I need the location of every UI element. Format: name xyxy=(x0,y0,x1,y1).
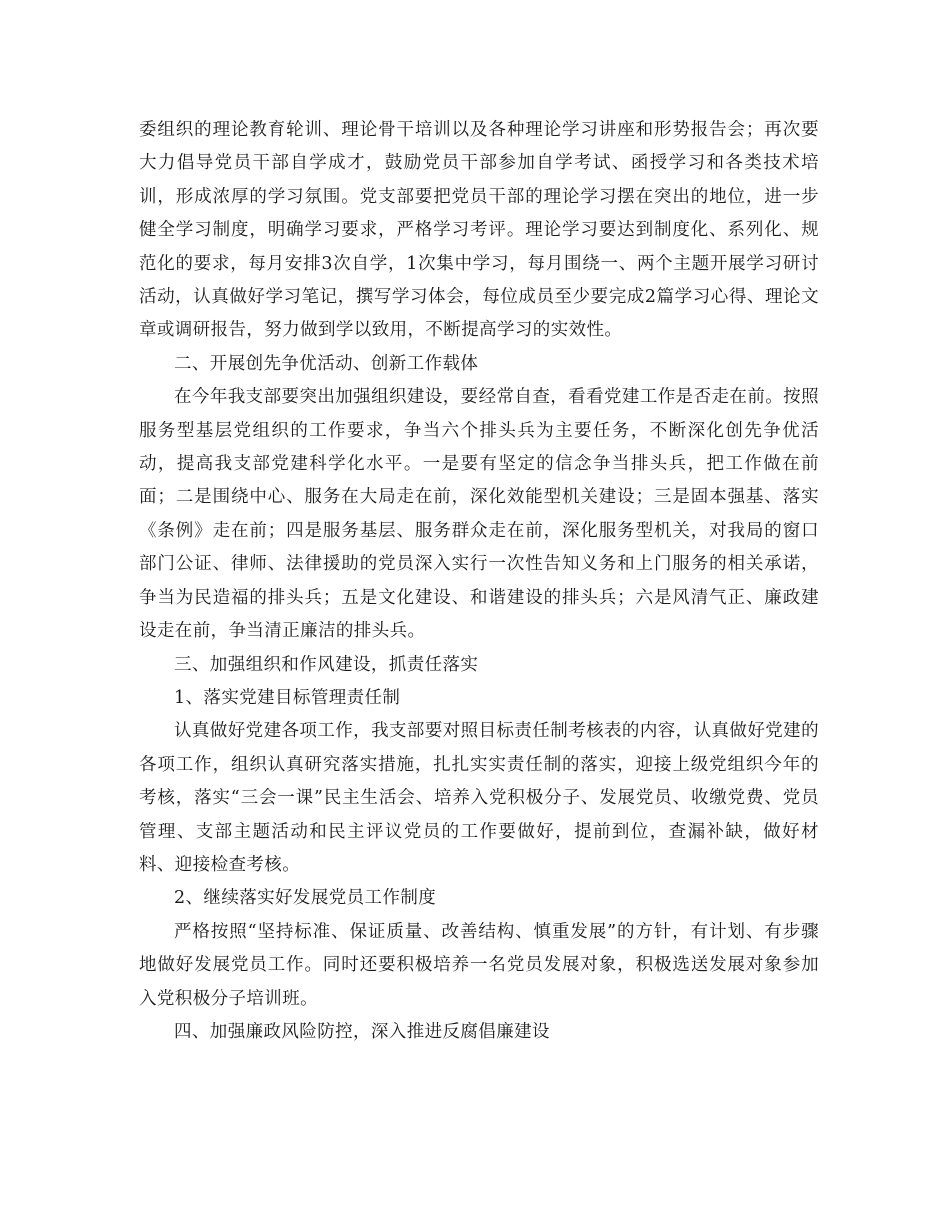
paragraph-excellence-activity: 在今年我支部要突出加强组织建设，要经常自查，看看党建工作是否走在前。按照服务型基层党组织的工作要求，争当六个排头兵为主要任务，不断深化创先争优活动，提高我支部党建科学化水平。一是要有坚定的信念争当排头兵，把工作做在前面；二是围绕中心、服务在大局走在前，深化效能型机关建设；三是固本强基、落实《条例》走在前；四是服务基层、服务群众走在前，深化服务型机关，对我局的窗口部门公证、律师、法律援助的党员深入实行一次性告知义务和上门服务的相关承诺，争当为民造福的排头兵；五是文化建设、和谐建设的排头兵；六是风清气正、廉政建设走在前，争当清正廉洁的排头兵。 xyxy=(139,387,819,642)
heading-section-four: 四、加强廉政风险防控，深入推进反腐倡廉建设 xyxy=(174,1021,550,1042)
paragraph-party-building: 认真做好党建各项工作，我支部要对照目标责任制考核表的内容，认真做好党建的各项工作，组织认真研究落实措施，扎扎实实责任制的落实，迎接上级党组织今年的考核，落实“三会一课”民主生活会、培养入党积极分子、发展党员、收缴党费、党员管理、支部主题活动和民主评议党员的工作要做好，提前到位，查漏补缺，做好材料、迎接检查考核。 xyxy=(139,721,819,875)
heading-section-three: 三、加强组织和作风建设，抓责任落实 xyxy=(174,654,479,675)
paragraph-member-development: 严格按照“坚持标准、保证质量、改善结构、慎重发展”的方针，有计划、有步骤地做好发展党员工作。同时还要积极培养一名党员发展对象，积极选送发展对象参加入党积极分子培训班。 xyxy=(139,921,819,1009)
heading-section-two: 二、开展创先争优活动、创新工作载体 xyxy=(174,353,479,374)
subheading-member-development: 2、继续落实好发展党员工作制度 xyxy=(174,888,437,909)
subheading-responsibility: 1、落实党建目标管理责任制 xyxy=(174,687,401,708)
document-body xyxy=(139,114,819,1049)
paragraph-study-system: 委组织的理论教育轮训、理论骨干培训以及各种理论学习讲座和形势报告会；再次要大力倡导党员干部自学成才，鼓励党员干部参加自学考试、函授学习和各类技术培训，形成浓厚的学习氛围。党支部要把党员干部的理论学习摆在突出的地位，进一步健全学习制度，明确学习要求，严格学习考评。理论学习要达到制度化、系列化、规范化的要求，每月安排3次自学，1次集中学习，每月围绕一、两个主题开展学习研讨活动，认真做好学习笔记，撰写学习体会，每位成员至少要完成2篇学习心得、理论文章或调研报告，努力做到学以致用，不断提高学习的实效性。 xyxy=(139,120,819,341)
